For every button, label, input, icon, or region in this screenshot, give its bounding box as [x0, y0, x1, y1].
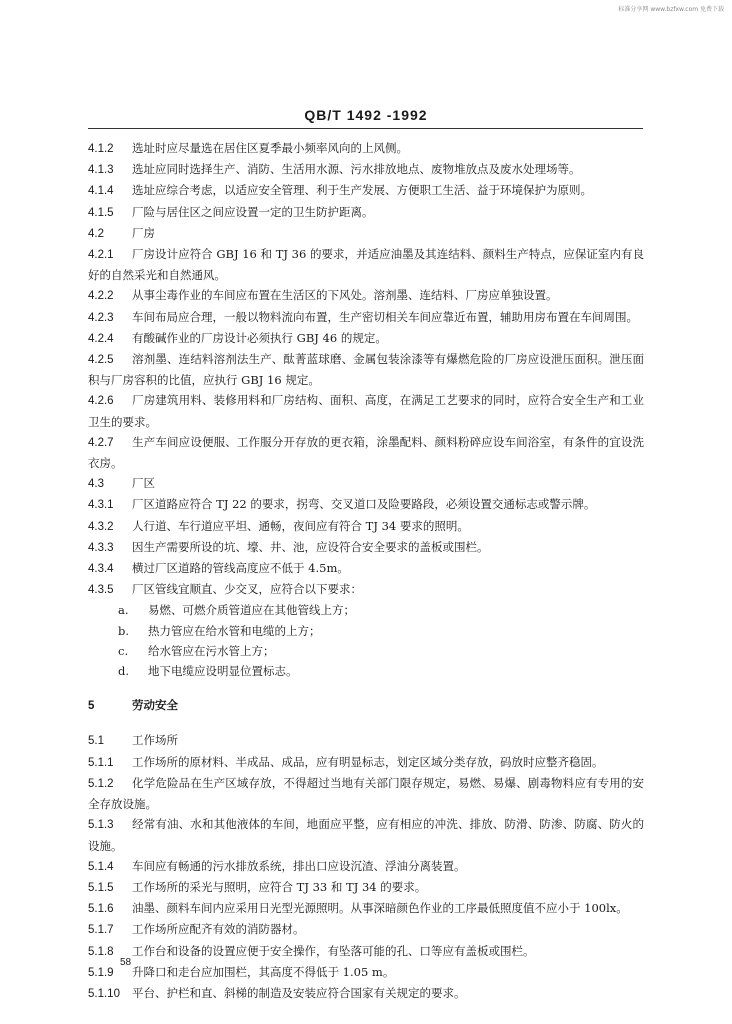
clause-number: 4.1.3 [88, 164, 114, 177]
clause-number: 4.3.5 [88, 584, 114, 597]
clause-text: 厂区 [132, 476, 155, 491]
clause-text: 厂险与居住区之间应设置一定的卫生防护距离。 [132, 204, 374, 219]
clause-number: 4.2.1 [88, 249, 114, 262]
clause-paragraph [88, 390, 644, 431]
clause-number: 4.2 [88, 227, 104, 240]
chapter-number: 5 [88, 700, 95, 713]
clause-text: 油墨、颜料车间内应采用日光型光源照明。从事深暗颜色作业的工序最低照度值不应小于 100lx。 [132, 901, 628, 916]
clause-text: 厂房建筑用料、装修用料和厂房结构、面积、高度，在满足工艺要求的同时，应符合安全生产和工业卫生的要求。 [88, 393, 644, 429]
clause-paragraph [88, 856, 644, 877]
clause-paragraph [88, 962, 644, 983]
clause-number: 5.1 [88, 735, 104, 748]
clause-paragraph [88, 814, 644, 855]
clause-number: 4.1.4 [88, 185, 114, 198]
clause-text: 工作场所 [132, 733, 178, 748]
chapter-heading [88, 695, 644, 716]
clause-text: 从事尘毒作业的车间应布置在生活区的下风处。溶剂墨、连结料、厂房应单独设置。 [132, 288, 558, 303]
clause-paragraph [88, 516, 644, 537]
sub-item-text: 易燃、可燃介质管道应在其他管线上方； [148, 603, 355, 618]
clause-text: 化学危险品在生产区域存放，不得超过当地有关部门限存规定，易燃、易爆、剧毒物料应有专用的安全存放设施。 [88, 775, 644, 812]
watermark: 标准分享网 www.bzfxw.com 免费下载 [618, 6, 724, 13]
clause-text: 有酸碱作业的厂房设计必须执行 GBJ 46 的规定。 [132, 330, 387, 345]
clause-text: 厂区道路应符合 TJ 22 的要求，拐弯、交叉道口及险要路段，必须设置交通标志或警示牌。 [132, 497, 596, 512]
clause-paragraph [88, 307, 644, 328]
clause-text: 升降口和走台应加围栏，其高度不得低于 1.05 m。 [132, 964, 395, 979]
sub-item-letter: b. [118, 623, 130, 638]
sub-item-text: 热力管应在给水管和电缆的上方； [148, 623, 321, 638]
clause-number: 5.1.8 [88, 945, 114, 958]
clause-paragraph [88, 180, 644, 201]
clause-paragraph [88, 494, 644, 515]
clause-number: 5.1.5 [88, 881, 114, 894]
clause-text: 车间应有畅通的污水排放系统，排出口应设沉渣、浮油分离装置。 [132, 858, 466, 873]
clause-number: 4.2.3 [88, 311, 114, 324]
clause-paragraph [88, 730, 644, 751]
header-rule [88, 128, 643, 129]
clause-text: 工作场所的原材料、半成品、成品，应有明显标志，划定区域分类存放，码放时应整齐稳固。 [132, 754, 604, 769]
clause-number: 5.1.9 [88, 966, 114, 979]
chapter-title: 劳动安全 [132, 698, 178, 713]
clause-paragraph [88, 328, 644, 349]
clause-number: 4.2.2 [88, 290, 114, 303]
clause-text: 选址应同时选择生产、消防、生活用水源、污水排放地点、废物堆放点及废水处理场等。 [132, 162, 581, 177]
clause-paragraph [88, 773, 644, 814]
clause-text: 横过厂区道路的管线高度应不低于 4.5m。 [132, 561, 349, 576]
clause-paragraph [88, 877, 644, 898]
page-number: 58 [120, 957, 132, 968]
document-body [88, 138, 644, 1004]
clause-paragraph [88, 983, 644, 1004]
clause-paragraph [88, 349, 644, 390]
clause-text: 生产车间应设便服、工作服分开存放的更衣箱，涂墨配料、颜料粉碎应设车间浴室，有条件的宜设洗衣房。 [88, 434, 644, 471]
clause-number: 4.3 [88, 478, 104, 491]
clause-text: 厂区管线宜顺直、少交叉，应符合以下要求： [132, 582, 362, 597]
clause-number: 4.1.2 [88, 143, 114, 155]
clause-paragraph [88, 558, 644, 579]
clause-number: 4.2.7 [88, 436, 114, 449]
clause-text: 工作台和设备的设置应便于安全操作，有坠落可能的孔、口等应有盖板或围栏。 [132, 943, 535, 958]
clause-paragraph [88, 537, 644, 558]
clause-paragraph [88, 138, 644, 159]
clause-number: 5.1.10 [88, 987, 120, 1000]
sub-item-text: 地下电缆应设明显位置标志。 [148, 664, 298, 679]
clause-number: 4.3.1 [88, 499, 114, 512]
clause-paragraph [88, 223, 644, 244]
clause-number: 4.3.4 [88, 563, 114, 576]
clause-number: 5.1.2 [88, 777, 114, 790]
clause-paragraph [88, 919, 644, 940]
clause-number: 4.3.2 [88, 520, 114, 533]
sub-item-letter: c. [118, 643, 129, 658]
clause-paragraph [88, 432, 644, 473]
sub-item-letter: d. [118, 664, 130, 679]
clause-number: 5.1.4 [88, 860, 114, 873]
clause-number: 4.1.5 [88, 206, 114, 219]
clause-text: 平台、护栏和直、斜梯的制造及安装应符合国家有关规定的要求。 [132, 985, 466, 1000]
clause-paragraph [88, 285, 644, 306]
sub-item [88, 641, 644, 661]
clause-number: 5.1.1 [88, 756, 114, 769]
clause-number: 4.2.5 [88, 354, 114, 367]
clause-text: 因生产需要所设的坑、壕、井、池，应设符合安全要求的盖板或围栏。 [132, 539, 489, 554]
clause-number: 5.1.7 [88, 924, 114, 937]
section-5-paragraphs [88, 730, 644, 1004]
clause-number: 4.3.3 [88, 541, 114, 554]
clause-text: 车间布局应合理，一般以物料流向布置，生产密切相关车间应靠近布置，辅助用房布置在车间周围。 [132, 309, 638, 324]
sub-item [88, 661, 644, 681]
clause-paragraph [88, 898, 644, 919]
clause-paragraph [88, 473, 644, 494]
clause-paragraph [88, 752, 644, 773]
clause-text: 选址时应尽量选在居住区夏季最小频率风向的上风侧。 [132, 141, 408, 155]
clause-paragraph [88, 579, 644, 600]
clause-text: 选址应综合考虑，以适应安全管理、利于生产发展、方便职工生活、益于环境保护为原则。 [132, 183, 592, 198]
spacer [88, 716, 644, 730]
clause-text: 工作场所应配齐有效的消防器材。 [132, 922, 305, 937]
sub-item-text: 给水管应在污水管上方； [148, 643, 275, 658]
clause-paragraph [88, 941, 644, 962]
clause-number: 4.2.4 [88, 332, 114, 345]
clause-number: 5.1.6 [88, 903, 114, 916]
clause-text: 溶剂墨、连结料溶剂法生产、酞菁蓝球磨、金属包装涂漆等有爆燃危险的厂房应设泄压面积。泄压面积与厂房容积的比值，应执行 GBJ 16 规定。 [88, 352, 644, 388]
clause-text: 厂房 [132, 225, 155, 240]
clause-number: 4.2.6 [88, 395, 114, 408]
clause-paragraph [88, 244, 644, 285]
section-4-paragraphs [88, 138, 644, 600]
document-header: QB/T 1492 -1992 [304, 107, 428, 123]
sub-item-list [88, 600, 644, 681]
clause-text: 人行道、车行道应平坦、通畅，夜间应有符合 TJ 34 要求的照明。 [132, 518, 469, 533]
sub-item-letter: a. [118, 603, 129, 618]
clause-text: 经常有油、水和其他液体的车间，地面应平整，应有相应的冲洗、排放、防滑、防渗、防腐、防火的设施。 [88, 817, 644, 853]
spacer [88, 681, 644, 695]
clause-paragraph [88, 159, 644, 180]
sub-item [88, 621, 644, 641]
clause-number: 5.1.3 [88, 819, 114, 832]
clause-paragraph [88, 202, 644, 223]
sub-item [88, 600, 644, 620]
clause-text: 工作场所的采光与照明，应符合 TJ 33 和 TJ 34 的要求。 [132, 879, 427, 894]
clause-text: 厂房设计应符合 GBJ 16 和 TJ 36 的要求，并适应油墨及其连结料、颜料生产特点，应保证室内有良好的自然采光和自然通风。 [88, 247, 644, 283]
